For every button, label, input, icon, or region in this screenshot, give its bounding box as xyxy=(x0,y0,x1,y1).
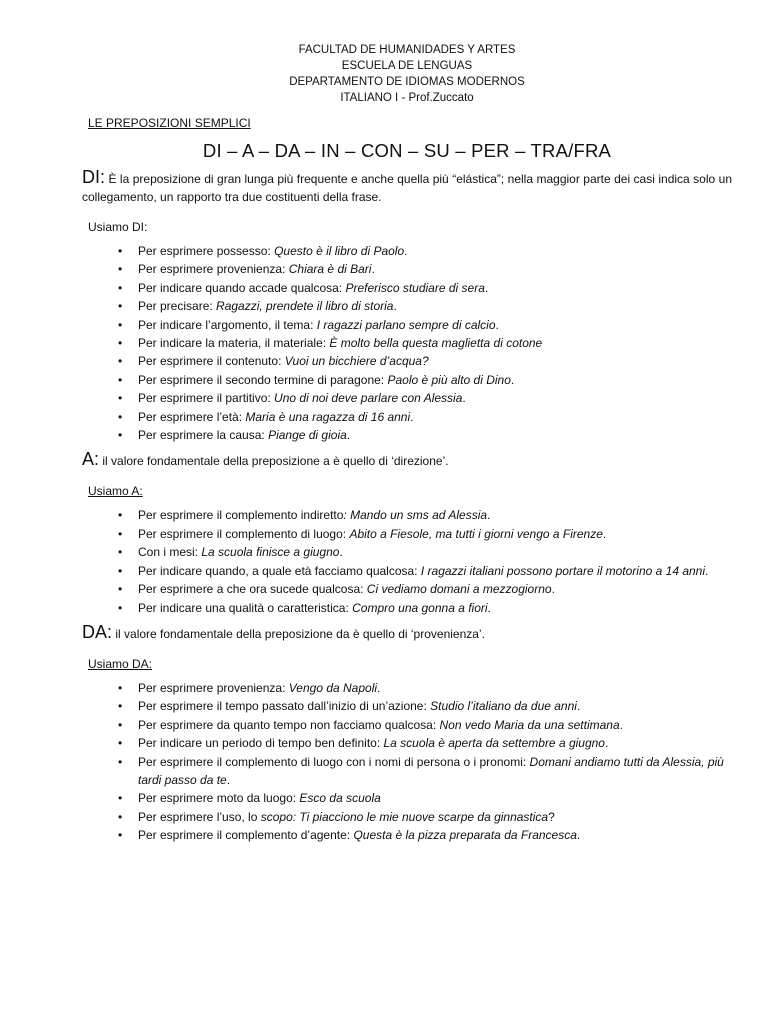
usage-example: Piange di gioia xyxy=(268,428,347,443)
usage-example: Uno di noi deve parlare con Alessia xyxy=(274,391,463,406)
list-item xyxy=(118,789,732,807)
usage-rule: Per esprimere possesso: xyxy=(138,244,275,258)
sections-container xyxy=(82,168,732,845)
usage-punctuation: . xyxy=(393,299,397,314)
list-item xyxy=(118,334,732,352)
usage-rule: Per esprimere il complemento di luogo: xyxy=(138,526,350,541)
usage-punctuation: . xyxy=(346,428,351,443)
usage-punctuation: . xyxy=(487,508,491,523)
list-item xyxy=(118,716,732,734)
section-di-letter: DI: xyxy=(82,167,106,187)
usage-example: Abito a Fiesole, ma tutti i giorni vengo a Firenze xyxy=(349,526,603,541)
usage-example: Esco da scuola xyxy=(299,791,381,806)
usage-example: I ragazzi parlano sempre di calcio xyxy=(316,317,496,332)
list-item xyxy=(118,562,732,580)
usage-punctuation: . xyxy=(484,280,489,295)
usage-rule: Per esprimere il complemento indiretto xyxy=(138,508,344,523)
section-da-intro xyxy=(82,623,732,643)
usage-rule: Per esprimere provenienza: xyxy=(138,262,289,277)
usage-example: Non vedo Maria da una settimana xyxy=(439,717,620,732)
main-title: DI – A – DA – IN – CON – SU – PER – TRA/FRA xyxy=(202,140,612,161)
list-item xyxy=(118,260,732,278)
usage-punctuation: . xyxy=(705,563,709,578)
list-item xyxy=(118,525,732,543)
list-item xyxy=(118,697,732,715)
list-item xyxy=(118,389,732,407)
usage-example: Ragazzi, prendete il libro di storia xyxy=(216,299,394,314)
usage-example: Compro una gonna a fiori xyxy=(352,600,488,615)
usage-rule: Per esprimere il complemento d’agente: xyxy=(138,828,354,843)
usage-rule: Per esprimere da quanto tempo non facciamo qualcosa: xyxy=(138,717,440,732)
header-faculty: FACULTAD DE HUMANIDADES Y ARTES xyxy=(298,44,516,56)
usage-example: Chiara è di Bari xyxy=(288,262,372,277)
usage-rule: Per indicare la materia, il materiale: xyxy=(138,336,330,351)
section-da-letter: DA: xyxy=(82,621,113,642)
usage-example: Domani andiamo tutti da Alessia, più tardi passo da te xyxy=(138,754,724,787)
usiamo-a-label: Usiamo A: xyxy=(88,484,143,499)
usage-rule: Per esprimere il contenuto: xyxy=(138,354,285,369)
usage-example: Questo è il libro di Paolo xyxy=(274,244,405,258)
usage-rule: Per esprimere provenienza: xyxy=(138,680,289,695)
usage-list-da xyxy=(82,679,732,845)
header-course: ITALIANO I - Prof.Zuccato xyxy=(340,92,474,104)
usage-punctuation: . xyxy=(339,545,343,560)
usage-punctuation: . xyxy=(371,262,375,277)
usage-rule: Per esprimere il tempo passato dall’inizio di un’azione: xyxy=(138,699,431,714)
section-di-description: È la preposizione di gran lunga più frequente e anche quella più “elástica”; nella maggior parte dei casi indica solo un collegamento, un rapporto tra due costituenti della frase. xyxy=(82,172,732,204)
usage-punctuation: . xyxy=(404,244,408,258)
usage-example: : Mando un sms ad Alessia xyxy=(343,508,488,523)
section-di-intro xyxy=(82,168,732,206)
list-item xyxy=(118,543,732,561)
usage-punctuation: . xyxy=(576,699,581,714)
usage-list-di xyxy=(82,242,732,444)
usage-rule: Per esprimere la causa: xyxy=(138,428,269,443)
document-header xyxy=(82,42,732,106)
list-item xyxy=(118,808,732,826)
usage-punctuation: . xyxy=(495,317,499,332)
list-item xyxy=(118,242,732,260)
section-a-description: il valore fondamentale della preposizione a è quello di ‘direzione’. xyxy=(99,454,449,469)
usage-punctuation: . xyxy=(510,372,515,387)
list-item xyxy=(118,506,732,524)
list-item xyxy=(118,297,732,315)
list-item xyxy=(118,599,732,617)
header-school: ESCUELA DE LENGUAS xyxy=(341,60,473,72)
section-da-description: il valore fondamentale della preposizione da è quello di ‘provenienza’. xyxy=(112,626,485,641)
list-item xyxy=(118,826,732,844)
list-item xyxy=(118,279,732,297)
usage-example: La scuola è aperta da settembre a giugno xyxy=(383,736,605,751)
usage-example: Questa è la pizza preparata da Francesca xyxy=(353,828,577,843)
usage-rule: Per esprimere l’uso, lo xyxy=(138,809,261,824)
usage-punctuation: . xyxy=(226,772,231,787)
usage-rule: Per esprimere il partitivo: xyxy=(138,391,275,406)
usage-example: Studio l’italiano da due anni xyxy=(430,699,577,714)
list-item xyxy=(118,679,732,697)
usage-example: È molto bella questa maglietta di cotone xyxy=(329,336,543,351)
usage-rule: Per esprimere moto da luogo: xyxy=(138,791,300,806)
usage-rule: Per indicare quando, a quale età facciamo qualcosa: xyxy=(138,563,421,578)
usage-rule: Per esprimere l’età: xyxy=(138,409,246,424)
usage-rule: Per indicare quando accade qualcosa: xyxy=(138,280,346,295)
usage-example: I ragazzi italiani possono portare il motorino a 14 anni xyxy=(420,563,706,578)
usage-example: Vengo da Napoli xyxy=(288,680,378,695)
usage-punctuation: . xyxy=(377,680,381,695)
usage-rule: Per indicare una qualità o caratteristica: xyxy=(138,600,353,615)
usage-punctuation: . xyxy=(604,736,609,751)
usage-punctuation: . xyxy=(551,582,555,597)
usiamo-da-label: Usiamo DA: xyxy=(88,656,153,671)
list-item xyxy=(118,580,732,598)
usage-rule: Per esprimere il secondo termine di paragone: xyxy=(138,372,388,387)
usage-example: Paolo è più alto di Dino xyxy=(387,372,511,387)
usage-example: Ci vediamo domani a mezzogiorno xyxy=(366,582,552,597)
list-item xyxy=(118,408,732,426)
usage-rule: Per esprimere il complemento di luogo con i nomi di persona o i pronomi: xyxy=(138,754,530,769)
usiamo-di-label: Usiamo DI: xyxy=(88,220,148,234)
usage-list-a xyxy=(82,506,732,616)
list-item xyxy=(118,753,732,790)
list-item xyxy=(118,352,732,370)
list-item xyxy=(118,426,732,444)
section-a-intro xyxy=(82,450,732,470)
usage-punctuation: ? xyxy=(548,809,555,824)
list-item xyxy=(118,734,732,752)
usage-example: scopo: Ti piacciono le mie nuove scarpe da ginnastica xyxy=(260,809,549,824)
usage-example: La scuola finisce a giugno xyxy=(201,545,340,560)
header-department: DEPARTAMENTO DE IDIOMAS MODERNOS xyxy=(289,76,525,88)
list-item xyxy=(118,371,732,389)
usage-example: Vuoi un bicchiere d’acqua? xyxy=(284,354,429,369)
usage-rule: Per indicare un periodo di tempo ben definito: xyxy=(138,736,384,751)
usage-rule: Per precisare: xyxy=(138,299,217,314)
topic-heading: LE PREPOSIZIONI SEMPLICI xyxy=(88,116,251,130)
usage-punctuation: . xyxy=(576,828,581,843)
usage-example: Preferisco studiare di sera xyxy=(345,280,485,295)
list-item xyxy=(118,316,732,334)
usage-punctuation: . xyxy=(410,409,414,424)
usage-punctuation: . xyxy=(487,600,491,615)
usage-rule: Per indicare l’argomento, il tema: xyxy=(138,317,317,332)
section-a-letter: A: xyxy=(82,449,100,470)
usage-punctuation: . xyxy=(602,526,607,541)
usage-example: Maria è una ragazza di 16 anni xyxy=(245,409,411,424)
usage-punctuation: . xyxy=(619,717,623,732)
usage-rule: Con i mesi: xyxy=(138,545,202,560)
usage-punctuation: . xyxy=(462,391,466,406)
usage-rule: Per esprimere a che ora sucede qualcosa: xyxy=(138,582,367,597)
